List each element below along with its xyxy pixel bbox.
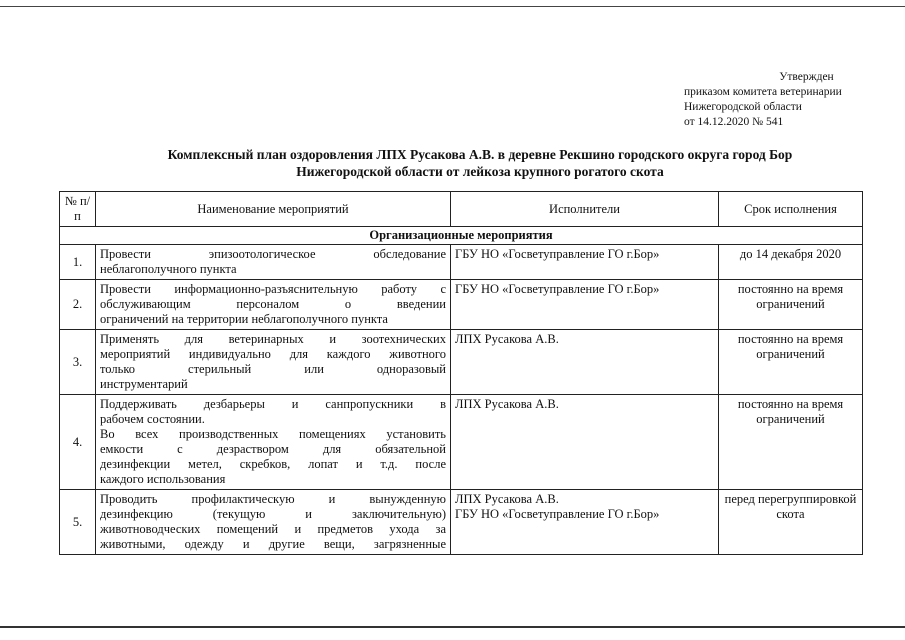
measure-line: Провести информационно-разъяснительную работу с (100, 282, 446, 296)
row-number: 3. (60, 330, 96, 395)
executor: ЛПХ Русакова А.В. (455, 492, 559, 506)
row-measure (96, 330, 451, 395)
row-number: 2. (60, 280, 96, 330)
row-deadline: постоянно на время ограничений (719, 395, 863, 490)
measure-line: Во всех производственных помещениях установить (100, 427, 446, 441)
measure-line: дезинфекции метел, скребков, лопат и т.д. после (100, 457, 446, 471)
measure-line: животноводческих помещений и предметов ухода за (100, 522, 446, 536)
measure-line: животными, одежду и другие вещи, загрязненные (100, 537, 446, 551)
header-executors: Исполнители (451, 192, 719, 227)
row-deadline: постоянно на время ограничений (719, 280, 863, 330)
row-executors (451, 280, 719, 330)
section-row (60, 227, 863, 245)
executor: ГБУ НО «Госветуправление ГО г.Бор» (455, 247, 660, 261)
title-line-2: Нижегородской области от лейкоза крупного рогатого скота (296, 164, 664, 179)
row-executors (451, 245, 719, 280)
table-row (60, 490, 863, 555)
document-title (110, 146, 850, 180)
measure-line: емкости с дезраствором для обязательной (100, 442, 446, 456)
top-border-line (0, 6, 905, 7)
measure-line: каждого использования (100, 472, 226, 486)
measures-table (59, 191, 863, 555)
approval-stamp (684, 70, 899, 130)
measure-line: рабочем состоянии. (100, 412, 205, 426)
table-row (60, 280, 863, 330)
row-measure (96, 245, 451, 280)
row-deadline: до 14 декабря 2020 (719, 245, 863, 280)
measure-line: мероприятий индивидуально для каждого животного (100, 347, 446, 361)
row-number: 5. (60, 490, 96, 555)
approval-line-2: приказом комитета ветеринарии (684, 86, 842, 98)
approval-line-4: от 14.12.2020 № 541 (684, 116, 784, 128)
executor: ЛПХ Русакова А.В. (455, 397, 559, 411)
row-deadline: постоянно на время ограничений (719, 330, 863, 395)
executor: ГБУ НО «Госветуправление ГО г.Бор» (455, 282, 660, 296)
measure-line: ограничений на территории неблагополучного пункта (100, 312, 388, 326)
row-measure (96, 490, 451, 555)
measure-line: неблагополучного пункта (100, 262, 237, 276)
header-deadline: Срок исполнения (719, 192, 863, 227)
measure-line: только стерильный или одноразовый (100, 362, 446, 376)
section-title: Организационные мероприятия (60, 227, 863, 245)
row-executors (451, 490, 719, 555)
measure-line: обслуживающим персоналом о введении (100, 297, 446, 311)
table-header-row (60, 192, 863, 227)
row-number: 4. (60, 395, 96, 490)
approval-line-1: Утвержден (779, 71, 834, 83)
header-num: № п/п (60, 192, 96, 227)
row-number: 1. (60, 245, 96, 280)
table-row (60, 330, 863, 395)
measure-line: Применять для ветеринарных и зоотехнических (100, 332, 446, 346)
row-executors (451, 330, 719, 395)
header-name: Наименование мероприятий (96, 192, 451, 227)
row-measure (96, 280, 451, 330)
executor: ЛПХ Русакова А.В. (455, 332, 559, 346)
table-row (60, 395, 863, 490)
row-measure (96, 395, 451, 490)
executor: ГБУ НО «Госветуправление ГО г.Бор» (455, 507, 660, 521)
approval-line-3: Нижегородской области (684, 101, 802, 113)
measure-line: Поддерживать дезбарьеры и санпропускники в (100, 397, 446, 411)
table-row (60, 245, 863, 280)
row-deadline: перед перегруппировкой скота (719, 490, 863, 555)
bottom-border-line (0, 626, 905, 628)
measure-line: дезинфекцию (текущую и заключительную) (100, 507, 446, 521)
title-line-1: Комплексный план оздоровления ЛПХ Русакова А.В. в деревне Рекшино городского округа город Бор (167, 147, 793, 162)
measure-line: Проводить профилактическую и вынужденную (100, 492, 446, 506)
measure-line: инструментарий (100, 377, 188, 391)
measure-line: Провести эпизоотологическое обследование (100, 247, 446, 261)
row-executors (451, 395, 719, 490)
